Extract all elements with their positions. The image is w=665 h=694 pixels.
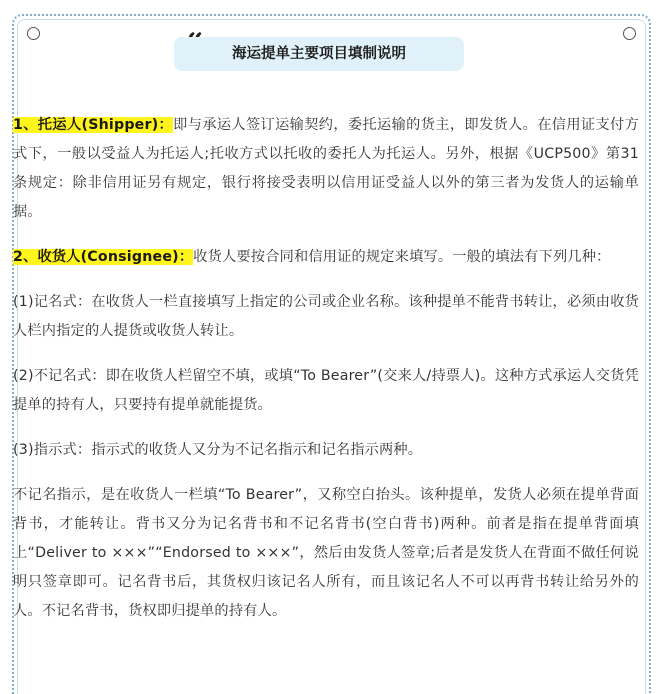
blank-order-paragraph: 不记名指示，是在收货人一栏填“To Bearer”，又称空白抬头。该种提单，发货人必须在提单背面背书，才能转让。背书又分为记名背书和不记名背书(空白背书)两种。前者是指在提单背面填上“Deliver to ×××”“Endorsed to ×××”，然后由发货人签章;后者是发货人在背面不做任何说明只签章即可。记名背书后，其货权归该记名人所有，而且该记名人不可以再背书转让给另外的人。不记名背书，货权即归提单的持有人。 (13, 487, 639, 619)
shipper-paragraph (13, 111, 639, 227)
ring-hole-right-icon (623, 27, 636, 40)
consignee-text: 收货人要按合同和信用证的规定来填写。一般的填法有下列几种： (193, 249, 611, 265)
unnamed-consignee-paragraph: (2)不记名式：即在收货人栏留空不填，或填“To Bearer”(交来人/持票人)。这种方式承运人交货凭提单的持有人，只要持有提单就能提货。 (13, 368, 639, 413)
shipper-label: 1、托运人(Shipper)： (13, 117, 174, 133)
page-title: 海运提单主要项目填制说明 (174, 37, 464, 71)
order-consignee-paragraph: (3)指示式：指示式的收货人又分为不记名指示和记名指示两种。 (13, 442, 423, 458)
shipper-text: 即与承运人签订运输契约，委托运输的货主，即发货人。在信用证支付方式下，一般以受益人为托运人;托收方式以托收的委托人为托运人。另外，根据《UCP500》第31条规定：除非信用证另有规定，银行将接受表明以信用证受益人以外的第三者为发货人的运输单据。 (13, 117, 639, 220)
consignee-label: 2、收货人(Consignee)： (13, 249, 194, 265)
article-body (13, 111, 639, 626)
ring-hole-left-icon (27, 27, 40, 40)
consignee-paragraph (13, 243, 639, 272)
named-consignee-paragraph: (1)记名式：在收货人一栏直接填写上指定的公司或企业名称。该种提单不能背书转让，必须由收货人栏内指定的人提货或收货人转让。 (13, 294, 639, 339)
